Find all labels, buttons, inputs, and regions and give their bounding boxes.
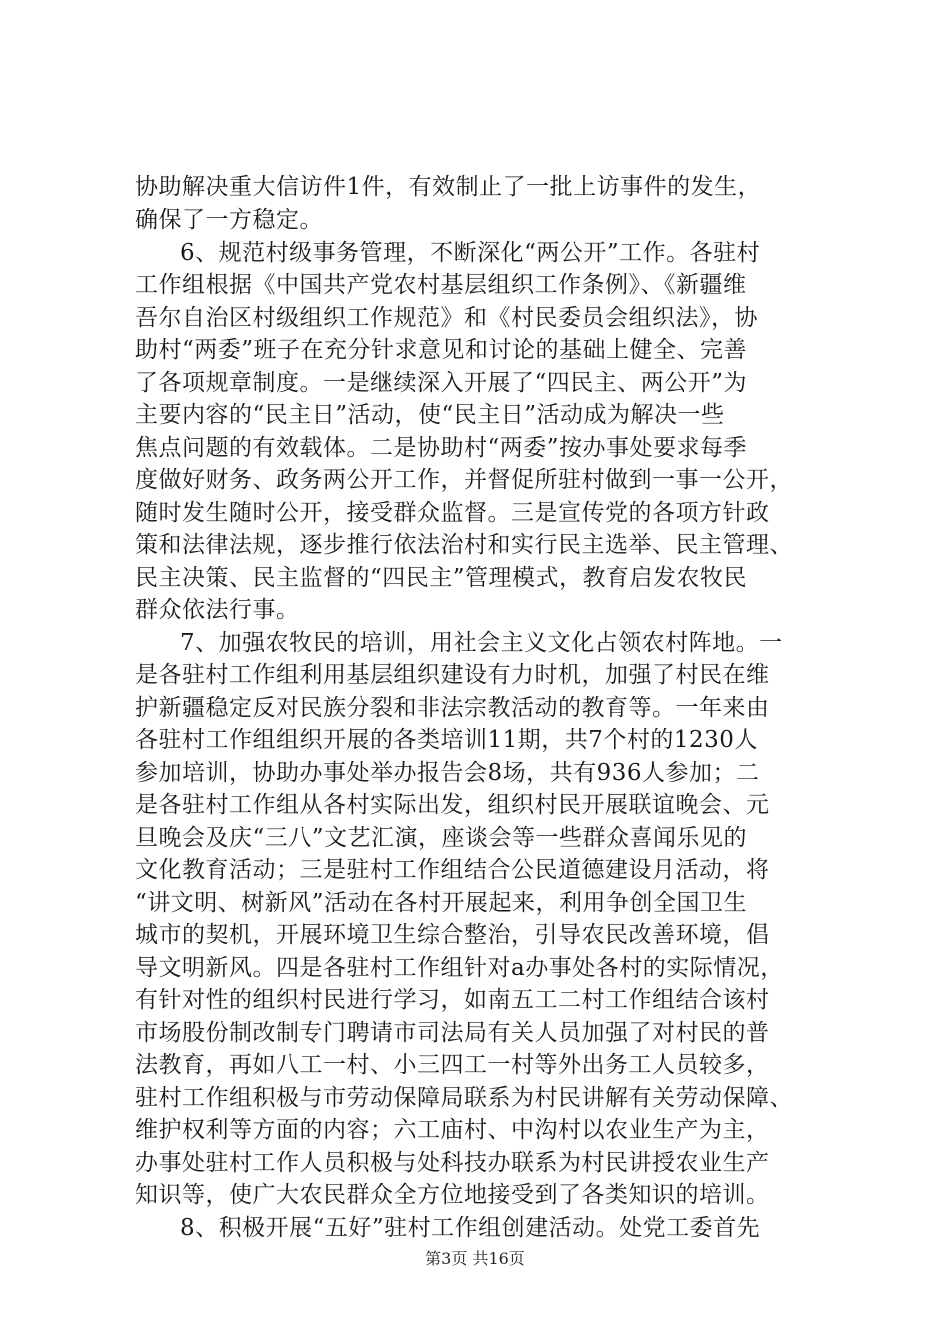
text-line: 各驻村工作组组织开展的各类培训11期，共7个村的1230人 [135,727,758,753]
text-line: 法教育，再如八工一村、小三四工一村等外出务工人员较多， [135,1052,770,1078]
text-line: 导文明新风。四是各驻村工作组针对a办事处各村的实际情况， [135,955,784,981]
text-line: 主要内容的“民主日”活动，使“民主日”活动成为解决一些 [135,402,725,428]
text-line: 民主决策、民主监督的“四民主”管理模式，教育启发农牧民 [135,565,748,591]
text-line: 是各驻村工作组从各村实际出发，组织村民开展联谊晚会、元 [135,792,770,818]
text-line: 市场股份制改制专门聘请市司法局有关人员加强了对村民的普 [135,1020,770,1046]
page-footer: 第3页 共16页 [425,1249,525,1268]
text-line: 城市的契机，开展环境卫生综合整治，引导农民改善环境，倡 [135,922,770,948]
text-line: 确保了一方稳定。 [135,207,323,233]
text-line: 了各项规章制度。一是继续深入开展了“四民主、两公开”为 [135,370,748,396]
text-line: 协助解决重大信访件1件，有效制止了一批上访事件的发生， [135,174,762,200]
text-line: 护新疆稳定反对民族分裂和非法宗教活动的教育等。一年来由 [135,695,770,721]
text-line: 知识等，使广大农民群众全方位地接受到了各类知识的培训。 [135,1182,770,1208]
text-line: 文化教育活动；三是驻村工作组结合公民道德建设月活动，将 [135,857,770,883]
text-line: 度做好财务、政务两公开工作，并督促所驻村做到一事一公开， [135,467,793,493]
text-line: 维护权利等方面的内容；六工庙村、中沟村以农业生产为主， [135,1117,770,1143]
text-line: 有针对性的组织村民进行学习，如南五工二村工作组结合该村 [135,987,770,1013]
text-line: 旦晚会及庆“三八”文艺汇演，座谈会等一些群众喜闻乐见的 [135,825,748,851]
text-line: 驻村工作组积极与市劳动保障局联系为村民讲解有关劳动保障、 [135,1085,793,1111]
text-line: 工作组根据《中国共产党农村基层组织工作条例》、《新疆维 [135,272,747,298]
text-line: 群众依法行事。 [135,597,300,623]
text-line: 8、积极开展“五好”驻村工作组创建活动。处党工委首先 [180,1215,761,1241]
text-line: 随时发生随时公开，接受群众监督。三是宣传党的各项方针政 [135,500,770,526]
text-line: 是各驻村工作组利用基层组织建设有力时机，加强了村民在维 [135,662,770,688]
text-line: 策和法律法规，逐步推行依法治村和实行民主选举、民主管理、 [135,532,793,558]
text-line: 参加培训，协助办事处举办报告会8场，共有936人参加；二 [135,760,760,786]
text-line: 焦点问题的有效载体。二是协助村“两委”按办事处要求每季 [135,435,748,461]
text-line: 助村“两委”班子在充分针求意见和讨论的基础上健全、完善 [135,337,748,363]
text-line: 6、规范村级事务管理，不断深化“两公开”工作。各驻村 [180,240,761,266]
text-line: “讲文明、树新风”活动在各村开展起来，利用争创全国卫生 [135,890,748,916]
text-line: 吾尔自治区村级组织工作规范》和《村民委员会组织法》，协 [135,305,758,331]
text-line: 7、加强农牧民的培训，用社会主义文化占领农村阵地。一 [180,630,783,656]
text-line: 办事处驻村工作人员积极与处科技办联系为村民讲授农业生产 [135,1150,770,1176]
